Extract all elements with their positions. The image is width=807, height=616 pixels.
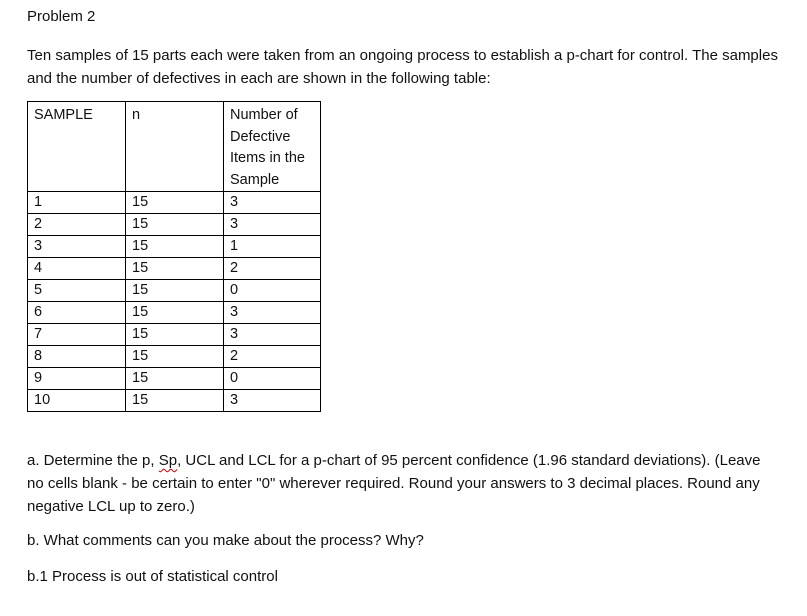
cell-n: 15 [126,346,224,368]
question-a-sp-term: Sp [158,452,178,469]
table-row [28,236,321,258]
cell-sample: 5 [28,280,126,302]
cell-defectives: 0 [224,368,321,390]
question-a-end: , UCL and LCL for a p-chart of 95 percent confidence (1.96 standard deviations). (Leave no cells blank - be certain to enter "0" wherever required. Round your answers to 3 decimal places. Round any negative LCL up to zero.) [27,452,761,515]
header-n: n [126,102,224,192]
cell-defectives: 2 [224,346,321,368]
table-row [28,346,321,368]
table-row [28,390,321,412]
cell-defectives: 3 [224,214,321,236]
cell-n: 15 [126,302,224,324]
cell-n: 15 [126,280,224,302]
cell-sample: 7 [28,324,126,346]
cell-defectives: 1 [224,236,321,258]
table-row [28,192,321,214]
cell-n: 15 [126,258,224,280]
answer-b1: b.1 Process is out of statistical control [27,568,278,585]
cell-defectives: 3 [224,390,321,412]
table-row [28,280,321,302]
cell-n: 15 [126,368,224,390]
table-body [28,192,321,412]
cell-sample: 4 [28,258,126,280]
cell-sample: 6 [28,302,126,324]
question-a [27,449,772,518]
cell-defectives: 3 [224,324,321,346]
table-row [28,324,321,346]
cell-sample: 1 [28,192,126,214]
samples-table [27,101,321,412]
question-a-start: a. Determine the p, [27,452,159,469]
cell-n: 15 [126,390,224,412]
table-row [28,368,321,390]
cell-sample: 8 [28,346,126,368]
table-row [28,214,321,236]
cell-n: 15 [126,214,224,236]
cell-defectives: 3 [224,302,321,324]
cell-defectives: 2 [224,258,321,280]
table-row [28,258,321,280]
table-header-row [28,102,321,192]
header-sample: SAMPLE [28,102,126,192]
problem-intro: Ten samples of 15 parts each were taken from an ongoing process to establish a p-chart for control. The samples and the number of defectives in each are shown in the following table: [27,47,778,87]
cell-n: 15 [126,236,224,258]
question-b: b. What comments can you make about the process? Why? [27,532,424,549]
cell-defectives: 3 [224,192,321,214]
cell-sample: 2 [28,214,126,236]
cell-sample: 9 [28,368,126,390]
cell-n: 15 [126,192,224,214]
cell-defectives: 0 [224,280,321,302]
cell-n: 15 [126,324,224,346]
cell-sample: 10 [28,390,126,412]
header-defectives: Number of Defective Items in the Sample [224,102,321,192]
cell-sample: 3 [28,236,126,258]
table-row [28,302,321,324]
problem-title: Problem 2 [27,8,96,25]
